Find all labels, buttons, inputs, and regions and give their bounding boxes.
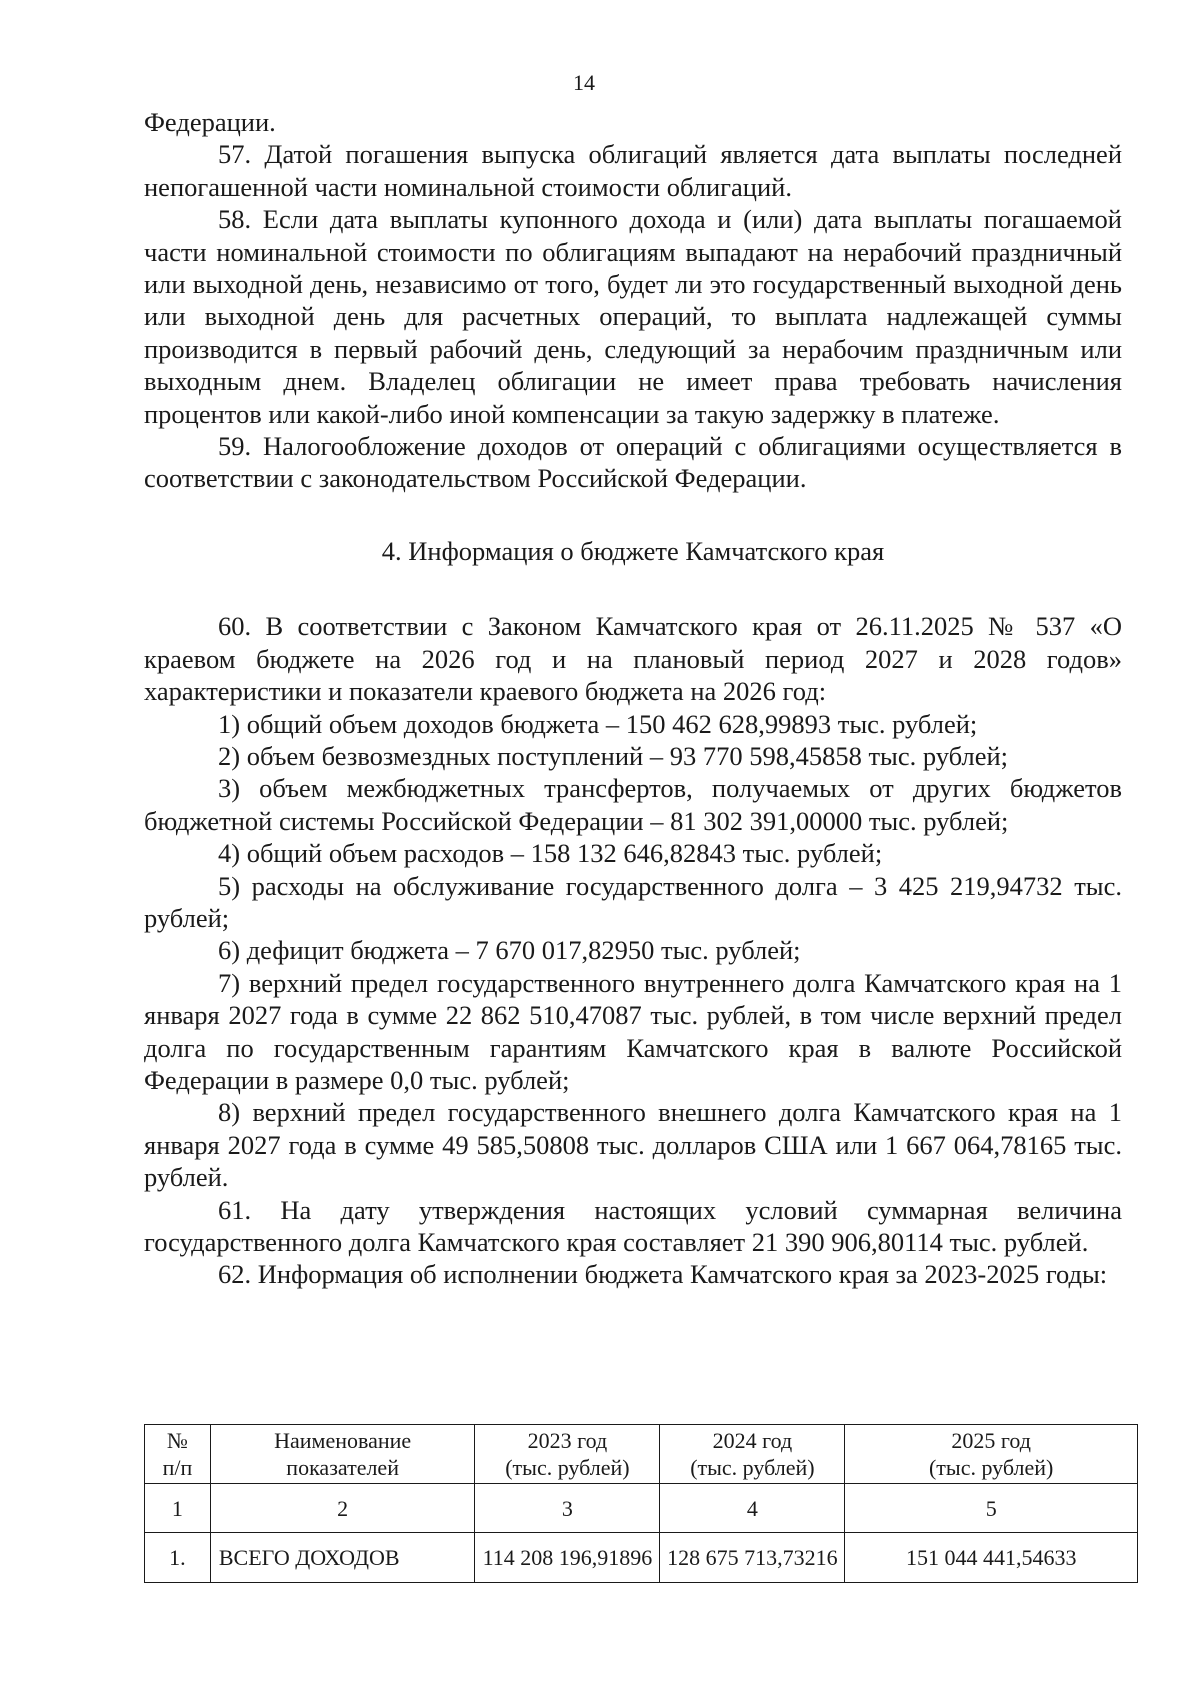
column-number-cell: 1 bbox=[145, 1484, 211, 1533]
paragraph-57: 57. Датой погашения выпуска облигаций является дата выплаты последней непогашенной части номинальной стоимости облигаций. bbox=[144, 139, 1122, 202]
value-2023-cell: 114 208 196,91896 bbox=[475, 1533, 660, 1583]
column-number-cell: 2 bbox=[210, 1484, 475, 1533]
list-item-7: 7) верхний предел государственного внутреннего долга Камчатского края на 1 января 2027 года в сумме 22 862 510,47087 тыс. рублей, в том числе верхний предел долга по государственным гарантиям Камчатского края в валюте Российской Федерации в размере 0,0 тыс. рублей; bbox=[144, 967, 1122, 1095]
list-item-8: 8) верхний предел государственного внешнего долга Камчатского края на 1 января 2027 года в сумме 49 585,50808 тыс. долларов США или 1 667 064,78165 тыс. рублей. bbox=[144, 1097, 1122, 1193]
header-cell-2024: 2024 год (тыс. рублей) bbox=[660, 1425, 845, 1484]
list-item-6: 6) дефицит бюджета – 7 670 017,82950 тыс. рублей; bbox=[218, 935, 801, 966]
table-row bbox=[145, 1533, 1138, 1583]
paragraph-58: 58. Если дата выплаты купонного дохода и (или) дата выплаты погашаемой части номинальной стоимости по облигациям выпадают на нерабочий праздничный или выходной день, независимо от того, будет ли это государственный выходной день или выходной день для расчетных операций, то выплата надлежащей суммы производится в первый рабочий день, следующий за нерабочим праздничным или выходным днем. Владелец облигации не имеет права требовать начисления процентов или какой-либо иной компенсации за такую задержку в платеже. bbox=[144, 204, 1122, 429]
section-heading: 4. Информация о бюджете Камчатского края bbox=[381, 535, 885, 566]
list-item-3: 3) объем межбюджетных трансфертов, получаемых от других бюджетов бюджетной системы Российской Федерации – 81 302 391,00000 тыс. рублей; bbox=[144, 773, 1122, 836]
header-cell-number: № п/п bbox=[145, 1425, 211, 1484]
header-cell-2023: 2023 год (тыс. рублей) bbox=[475, 1425, 660, 1484]
indicator-name-cell: ВСЕГО ДОХОДОВ bbox=[210, 1533, 475, 1583]
paragraph-61: 61. На дату утверждения настоящих условий суммарная величина государственного долга Камчатского края составляет 21 390 906,80114 тыс. рублей. bbox=[144, 1194, 1122, 1257]
value-2025-cell: 151 044 441,54633 bbox=[845, 1533, 1138, 1583]
column-number-row bbox=[145, 1484, 1138, 1533]
header-cell-2025: 2025 год (тыс. рублей) bbox=[845, 1425, 1138, 1484]
list-item-4: 4) общий объем расходов – 158 132 646,82843 тыс. рублей; bbox=[218, 838, 883, 869]
paragraph-62: 62. Информация об исполнении бюджета Камчатского края за 2023-2025 годы: bbox=[218, 1259, 1108, 1290]
column-number-cell: 4 bbox=[660, 1484, 845, 1533]
column-number-cell: 5 bbox=[845, 1484, 1138, 1533]
column-number-cell: 3 bbox=[475, 1484, 660, 1533]
page-number: 14 bbox=[573, 70, 595, 95]
list-item-5: 5) расходы на обслуживание государственного долга – 3 425 219,94732 тыс. рублей; bbox=[144, 870, 1122, 933]
paragraph-continuation: Федерации. bbox=[144, 107, 276, 137]
list-item-2: 2) объем безвозмездных поступлений – 93 770 598,45858 тыс. рублей; bbox=[218, 740, 1009, 771]
paragraph-60: 60. В соответствии с Законом Камчатского края от 26.11.2025 № 537 «О краевом бюджете на 2026 год и на плановый период 2027 и 2028 годов» характеристики и показатели краевого бюджета на 2026 год: bbox=[144, 611, 1122, 707]
table-header-row bbox=[145, 1425, 1138, 1484]
value-2024-cell: 128 675 713,73216 bbox=[660, 1533, 845, 1583]
paragraph-59: 59. Налогообложение доходов от операций с облигациями осуществляется в соответствии с законодательством Российской Федерации. bbox=[144, 431, 1122, 494]
header-cell-indicator: Наименование показателей bbox=[210, 1425, 475, 1484]
list-item-1: 1) общий объем доходов бюджета – 150 462 628,99893 тыс. рублей; bbox=[218, 708, 978, 739]
row-number-cell: 1. bbox=[145, 1533, 211, 1583]
budget-table bbox=[144, 1424, 1138, 1583]
document-body bbox=[144, 106, 1122, 1291]
